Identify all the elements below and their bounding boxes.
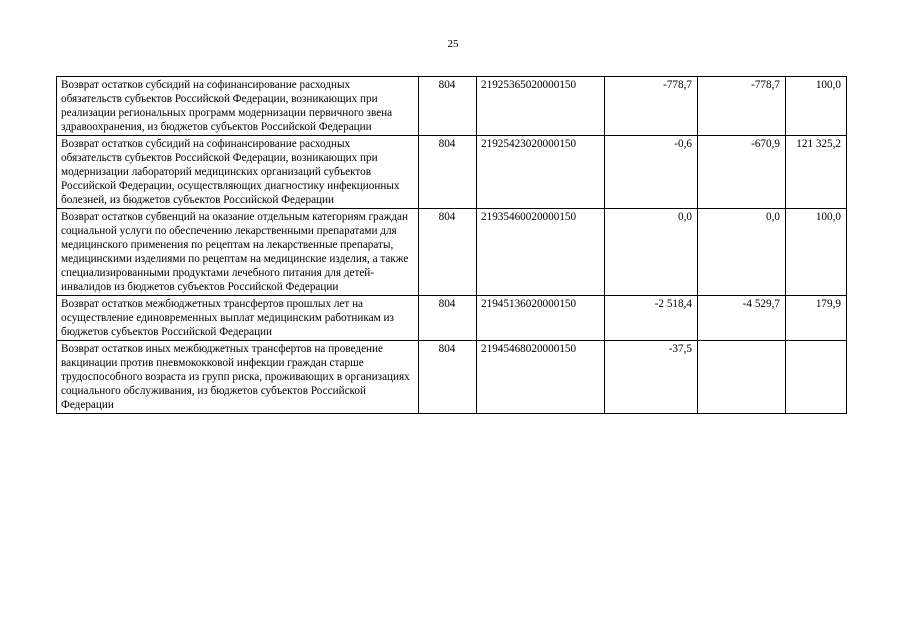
value-1: -2 518,4 (605, 296, 698, 341)
value-1: -0,6 (605, 136, 698, 209)
budget-code: 21925365020000150 (477, 77, 605, 136)
row-name: Возврат остатков субвенций на оказание отдельным категориям граждан социальной услуги по обеспечению лекарственными препаратами для медицинского применения по рецептам на лекарственные препараты, медицинскими изделиями по рецептам на медицинские изделия, а также специализированными продуктами лечебного питания для детей-инвалидов из бюджетов субъектов Российской Федерации (57, 209, 419, 296)
row-name: Возврат остатков субсидий на софинансирование расходных обязательств субъектов Российской Федерации, возникающих при реализации региональных программ модернизации первичного звена здравоохранения, из бюджетов субъектов Российской Федерации (57, 77, 419, 136)
row-name: Возврат остатков субсидий на софинансирование расходных обязательств субъектов Российской Федерации, возникающих при модернизации лабораторий медицинских организаций субъектов Российской Федерации, осуществляющих диагностику инфекционных болезней, из бюджетов субъектов Российской Федерации (57, 136, 419, 209)
percent: 100,0 (786, 77, 847, 136)
admin-code: 804 (419, 136, 477, 209)
percent: 179,9 (786, 296, 847, 341)
value-2: -778,7 (698, 77, 786, 136)
budget-table (56, 76, 847, 414)
value-2 (698, 341, 786, 414)
admin-code: 804 (419, 296, 477, 341)
row-name: Возврат остатков иных межбюджетных трансфертов на проведение вакцинации против пневмококковой инфекции граждан старше трудоспособного возраста из групп риска, проживающих в организациях социального обслуживания, из бюджетов субъектов Российской Федерации (57, 341, 419, 414)
admin-code: 804 (419, 209, 477, 296)
value-1: -37,5 (605, 341, 698, 414)
value-2: 0,0 (698, 209, 786, 296)
table-row (57, 136, 847, 209)
table-row (57, 341, 847, 414)
table-row (57, 77, 847, 136)
admin-code: 804 (419, 341, 477, 414)
value-2: -4 529,7 (698, 296, 786, 341)
value-1: -778,7 (605, 77, 698, 136)
table-row (57, 209, 847, 296)
page-number: 25 (447, 38, 459, 50)
value-2: -670,9 (698, 136, 786, 209)
table-row (57, 296, 847, 341)
percent: 100,0 (786, 209, 847, 296)
row-name: Возврат остатков межбюджетных трансфертов прошлых лет на осуществление единовременных выплат медицинским работникам из бюджетов субъектов Российской Федерации (57, 296, 419, 341)
budget-code: 21925423020000150 (477, 136, 605, 209)
percent (786, 341, 847, 414)
admin-code: 804 (419, 77, 477, 136)
budget-code: 21945136020000150 (477, 296, 605, 341)
budget-code: 21945468020000150 (477, 341, 605, 414)
value-1: 0,0 (605, 209, 698, 296)
percent: 121 325,2 (786, 136, 847, 209)
budget-code: 21935460020000150 (477, 209, 605, 296)
